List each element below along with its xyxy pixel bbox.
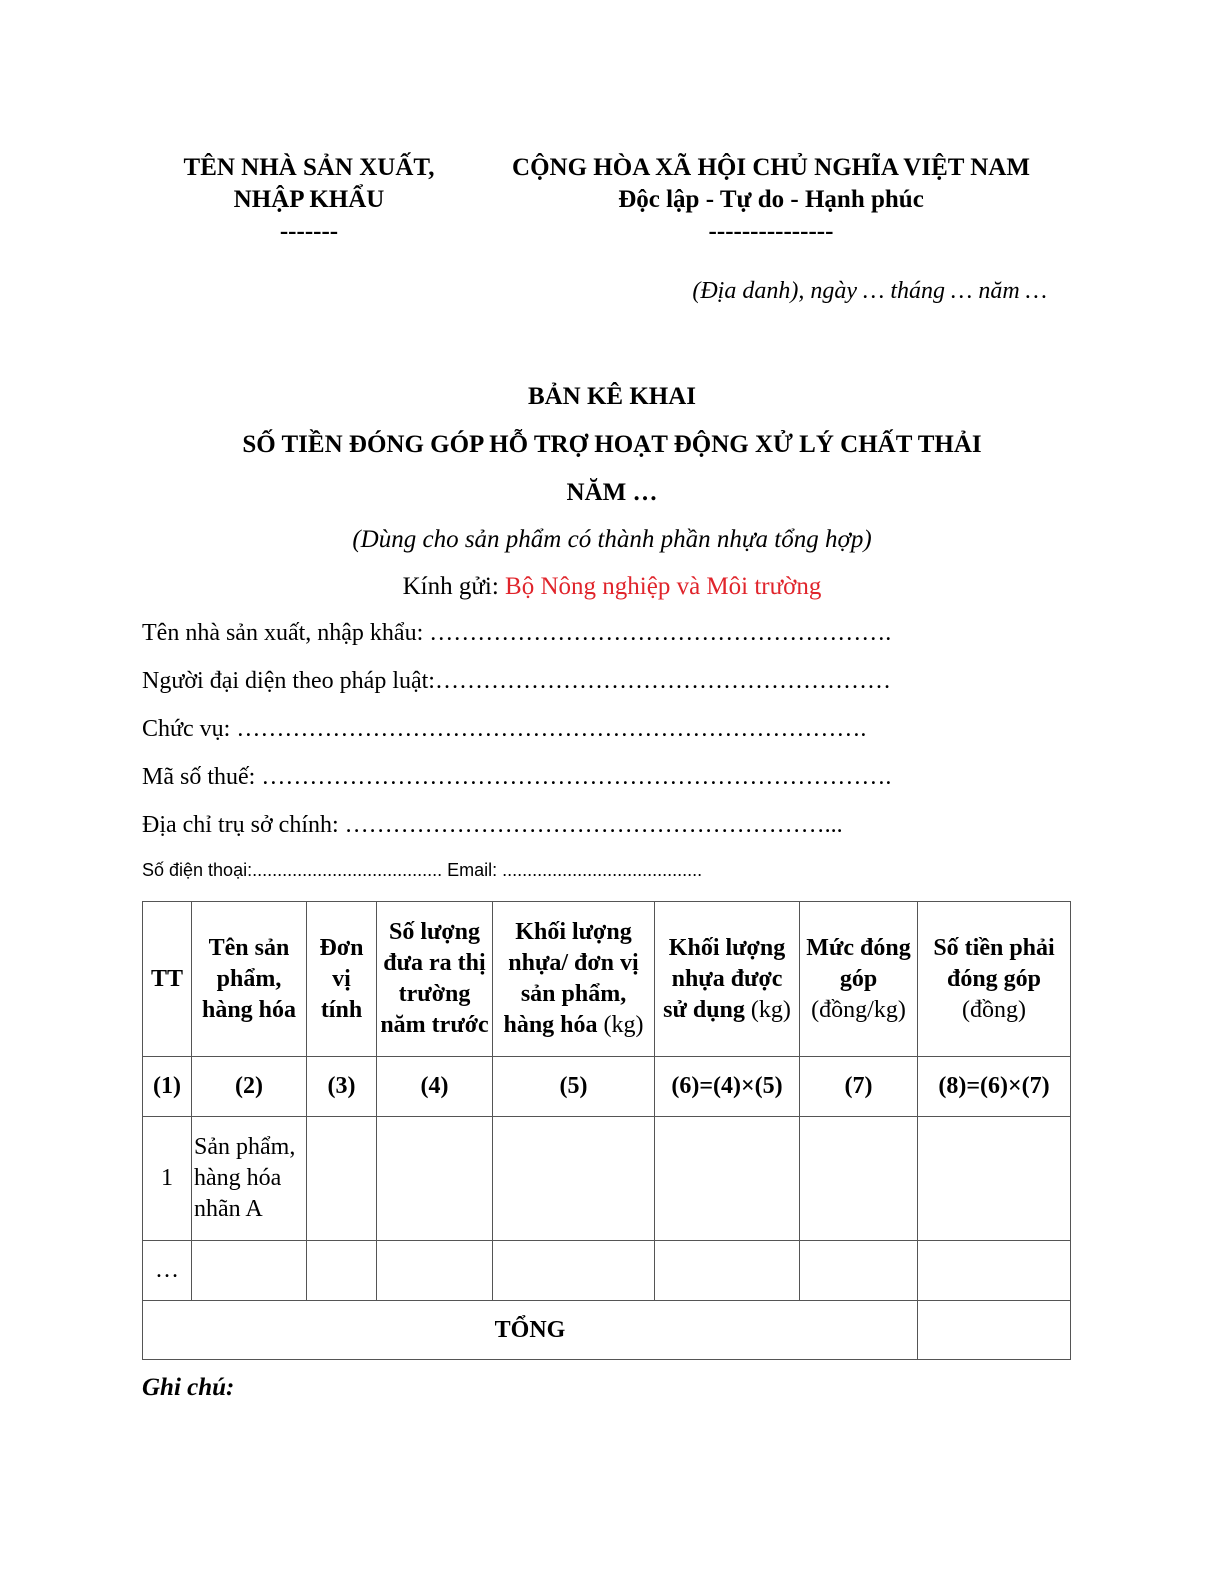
row-index: …	[143, 1241, 192, 1301]
total-label: TỔNG	[143, 1301, 918, 1360]
org-divider: -------	[279, 218, 339, 245]
header-cell: Số tiền phải đóng góp (đồng)	[918, 902, 1071, 1057]
plastic-per-unit-cell[interactable]	[493, 1241, 655, 1301]
column-number: (3)	[307, 1057, 377, 1117]
recipient-line	[0, 573, 1224, 601]
motto-divider: ---------------	[708, 218, 834, 245]
column-number: (8)=(6)×(7)	[918, 1057, 1071, 1117]
national-motto: Độc lập - Tự do - Hạnh phúc	[618, 186, 924, 213]
plastic-used-cell[interactable]	[655, 1241, 800, 1301]
place-date-line: (Địa danh), ngày … tháng … năm …	[692, 278, 1047, 304]
column-number: (7)	[800, 1057, 918, 1117]
address-field[interactable]: Địa chỉ trụ sở chính: ……………………………………………………...	[142, 812, 843, 838]
header-cell: Khối lượng nhựa được sử dụng (kg)	[655, 902, 800, 1057]
recipient-name: Bộ Nông nghiệp và Môi trường	[505, 573, 822, 600]
column-number-row	[143, 1057, 1071, 1117]
contribution-rate-cell[interactable]	[800, 1117, 918, 1241]
quantity-cell[interactable]	[377, 1241, 493, 1301]
header-cell: Tên sản phẩm, hàng hóa	[192, 902, 307, 1057]
column-number: (1)	[143, 1057, 192, 1117]
quantity-cell[interactable]	[377, 1117, 493, 1241]
org-name-line2: NHẬP KHẨU	[233, 186, 385, 213]
org-name-line1: TÊN NHÀ SẢN XUẤT,	[183, 154, 435, 181]
row-index: 1	[143, 1117, 192, 1241]
product-name-cell[interactable]: Sản phẩm, hàng hóa nhãn A	[192, 1117, 307, 1241]
document-title-year: NĂM …	[566, 479, 658, 506]
organization-header	[160, 152, 458, 248]
unit-cell[interactable]	[307, 1241, 377, 1301]
unit-cell[interactable]	[307, 1117, 377, 1241]
plastic-per-unit-cell[interactable]	[493, 1117, 655, 1241]
producer-name-field[interactable]: Tên nhà sản xuất, nhập khẩu: ………………………………………………….	[142, 620, 892, 646]
column-number: (6)=(4)×(5)	[655, 1057, 800, 1117]
nation-name: CỘNG HÒA XÃ HỘI CHỦ NGHĨA VIỆT NAM	[512, 154, 1030, 181]
total-row	[143, 1301, 1071, 1360]
header-cell: Mức đóng góp (đồng/kg)	[800, 902, 918, 1057]
table-row	[143, 1117, 1071, 1241]
column-number: (4)	[377, 1057, 493, 1117]
table-header-row	[143, 902, 1071, 1057]
product-name-cell[interactable]	[192, 1241, 307, 1301]
column-number: (2)	[192, 1057, 307, 1117]
phone-email-field[interactable]: Số điện thoại:...................................... Email: ........................................	[142, 860, 703, 880]
declaration-table	[142, 901, 1071, 1360]
header-cell: Đơn vị tính	[307, 902, 377, 1057]
total-amount-cell[interactable]	[918, 1301, 1071, 1360]
tax-code-field[interactable]: Mã số thuế: …………………………………………………………………….	[142, 764, 892, 790]
header-cell: Khối lượng nhựa/ đơn vị sản phẩm, hàng hóa (kg)	[493, 902, 655, 1057]
table-row	[143, 1241, 1071, 1301]
document-title: BẢN KÊ KHAI	[527, 383, 697, 410]
amount-cell[interactable]	[918, 1117, 1071, 1241]
contribution-rate-cell[interactable]	[800, 1241, 918, 1301]
position-field[interactable]: Chức vụ: …………………………………………………………………….	[142, 716, 867, 742]
recipient-prefix: Kính gửi:	[402, 573, 506, 600]
legal-representative-field[interactable]: Người đại diện theo pháp luật:…………………………………………………	[142, 668, 891, 694]
notes-label: Ghi chú:	[142, 1374, 235, 1401]
header-cell: TT	[143, 902, 192, 1057]
plastic-used-cell[interactable]	[655, 1117, 800, 1241]
header-cell: Số lượng đưa ra thị trường năm trước	[377, 902, 493, 1057]
document-title-subject: SỐ TIỀN ĐÓNG GÓP HỖ TRỢ HOẠT ĐỘNG XỬ LÝ CHẤT THẢI	[242, 431, 982, 458]
document-subtitle: (Dùng cho sản phẩm có thành phần nhựa tổng hợp)	[352, 526, 872, 553]
amount-cell[interactable]	[918, 1241, 1071, 1301]
national-header	[488, 152, 1054, 248]
column-number: (5)	[493, 1057, 655, 1117]
